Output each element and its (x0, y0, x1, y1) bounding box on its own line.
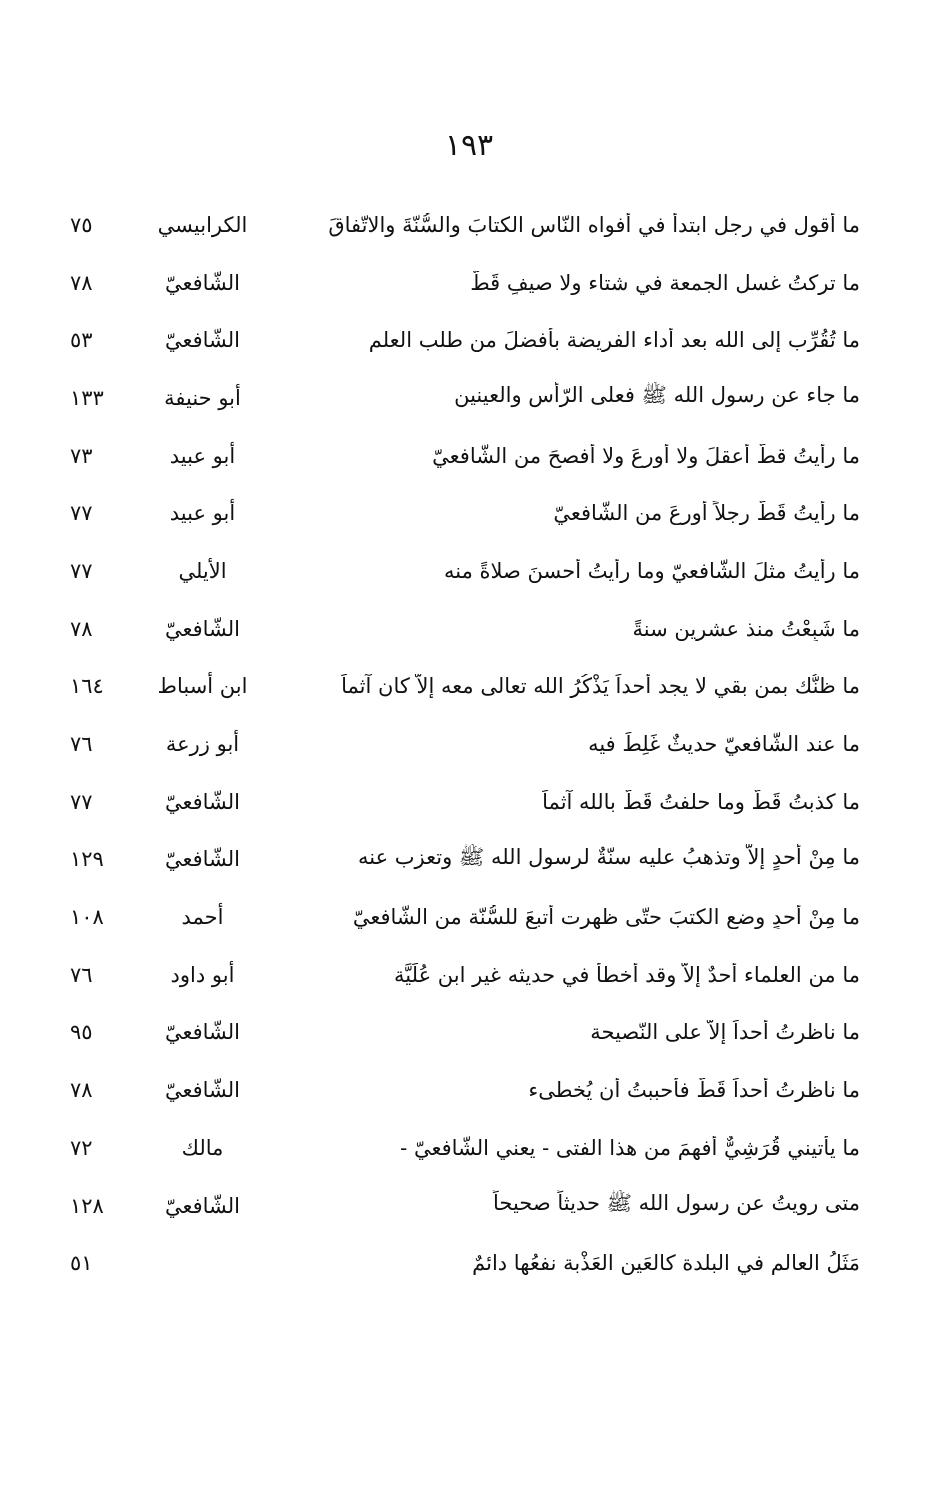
narrator-name: أبو عبيد (169, 501, 236, 526)
page-reference: ١٦٤ (70, 674, 104, 699)
page-reference: ٧٧ (70, 558, 93, 583)
index-row (70, 1234, 860, 1292)
index-row (70, 888, 860, 946)
saying-text: ما ناظرتُ أحداً قَطُّ فأحببتُ أن يُخطىء (528, 1078, 860, 1103)
index-row (70, 658, 860, 716)
saying-text: ما رأيتُ قَطُّ رجلاً أورعَ من الشّافعيّ (553, 501, 860, 526)
saying-text: ما شَبِعْتُ منذ عشرين سنةً (632, 616, 860, 641)
saying-text: مَثَلُ العالم في البلدة كالعَين العَذْبة نفعُها دائمٌ (472, 1251, 860, 1276)
narrator-name: أبو حنيفة (164, 385, 241, 410)
narrator-name: الشّافعيّ (164, 789, 241, 814)
page-reference: ٧٨ (70, 1078, 93, 1103)
saying-text: ما رأيتُ قطُّ أعقلَ ولا أورعَ ولا أفصحَ من الشّافعيّ (432, 443, 860, 468)
page-reference: ٥٣ (70, 328, 93, 353)
page-reference: ٩٥ (70, 1020, 93, 1045)
narrator-name: الأيلي (178, 558, 227, 583)
narrator-name: الشّافعيّ (164, 270, 241, 295)
saying-text: ما أقول في رجل ابتدأ في أفواه النّاس الكتابَ والسُّنّةَ والاتّفاقَ (328, 212, 860, 237)
saying-text: ما كذبتُ قَطُّ وما حلفتُ قَطُّ بالله آثماً (542, 789, 860, 814)
page-reference: ٧٢ (70, 1135, 93, 1160)
saying-text: ما يأتيني قُرَشِيٌّ أفهمَ من هذا الفتى - يعني الشّافعيّ - (400, 1135, 860, 1160)
index-row (70, 946, 860, 1004)
index-row (70, 196, 860, 254)
narrator-name: الشّافعيّ (164, 328, 241, 353)
index-row (70, 773, 860, 831)
index-row (70, 715, 860, 773)
saying-text: ما من العلماء أحدٌ إلاّ وقد أخطأ في حديثه غير ابن عُلَيَّة (394, 962, 860, 987)
saying-text: ما تُقُرِّب إلى الله بعد أداء الفريضة بأفضلَ من طلب العلم (368, 328, 860, 353)
saying-text: ما تركتُ غسل الجمعة في شتاء ولا صيفٍ قَطُّ (470, 270, 860, 295)
index-row (70, 542, 860, 600)
index-row (70, 1061, 860, 1119)
index-row (70, 254, 860, 312)
index-row (70, 1177, 860, 1235)
page-reference: ٧٣ (70, 443, 93, 468)
page-reference: ١٣٣ (70, 385, 104, 410)
index-row (70, 484, 860, 542)
index-row (70, 427, 860, 485)
page-reference: ٧٧ (70, 789, 93, 814)
index-row (70, 369, 860, 427)
narrator-name: أبو عبيد (169, 443, 236, 468)
index-row (70, 1119, 860, 1177)
page-reference: ٧٨ (70, 616, 93, 641)
narrator-name: مالك (181, 1135, 224, 1160)
saying-text: ما مِنْ أحدٍ وضع الكتبَ حتّى ظهرت أتبعَ للسُّنّة من الشّافعيّ (352, 905, 860, 930)
saying-text: ما ظنُّك بمن بقي لا يجد أحداً يَذْكُرُ الله تعالى معه إلاّ كان آثماً (341, 674, 860, 699)
narrator-name: الشّافعيّ (164, 1078, 241, 1103)
narrator-name: الشّافعيّ (164, 1193, 241, 1218)
narrator-name: أحمد (181, 905, 224, 930)
narrator-name: الشّافعيّ (164, 1020, 241, 1045)
narrator-name: أبو زرعة (165, 732, 240, 757)
page-reference: ٧٨ (70, 270, 93, 295)
narrator-name: الشّافعيّ (164, 616, 241, 641)
saying-text: ما ناظرتُ أحداً إلاّ على النّصيحة (590, 1020, 860, 1045)
narrator-name: ابن أسباط (157, 674, 248, 699)
saying-text: ما مِنْ أحدٍ إلاّ وتذهبُ عليه سنّةٌ لرسول الله ﷺ وتعزب عنه (357, 844, 860, 869)
saying-text: ما رأيتُ مثلَ الشّافعيّ وما رأيتُ أحسنَ صلاةً منه (444, 558, 860, 583)
page-reference: ١٢٩ (70, 847, 104, 872)
index-row (70, 600, 860, 658)
page-reference: ٧٦ (70, 732, 93, 757)
page-reference: ٧٧ (70, 501, 93, 526)
saying-text: ما عند الشّافعيّ حديثٌ غَلِطَ فيه (588, 732, 860, 757)
sayings-index (70, 196, 860, 1292)
index-row (70, 1004, 860, 1062)
page-reference: ٥١ (70, 1251, 93, 1276)
page-reference: ١٠٨ (70, 905, 104, 930)
narrator-name: أبو داود (170, 962, 235, 987)
index-row (70, 311, 860, 369)
index-row (70, 831, 860, 889)
narrator-name: الكرابيسي (157, 212, 248, 237)
page-reference: ١٢٨ (70, 1193, 104, 1218)
narrator-name: الشّافعيّ (164, 847, 241, 872)
saying-text: ما جاء عن رسول الله ﷺ فعلى الرّأس والعينين (454, 383, 860, 408)
saying-text: متى رويتُ عن رسول الله ﷺ حديثاً صحيحاً (493, 1191, 860, 1216)
page-number: ١٩٣ (444, 128, 494, 163)
page-reference: ٧٥ (70, 212, 93, 237)
page-reference: ٧٦ (70, 962, 93, 987)
